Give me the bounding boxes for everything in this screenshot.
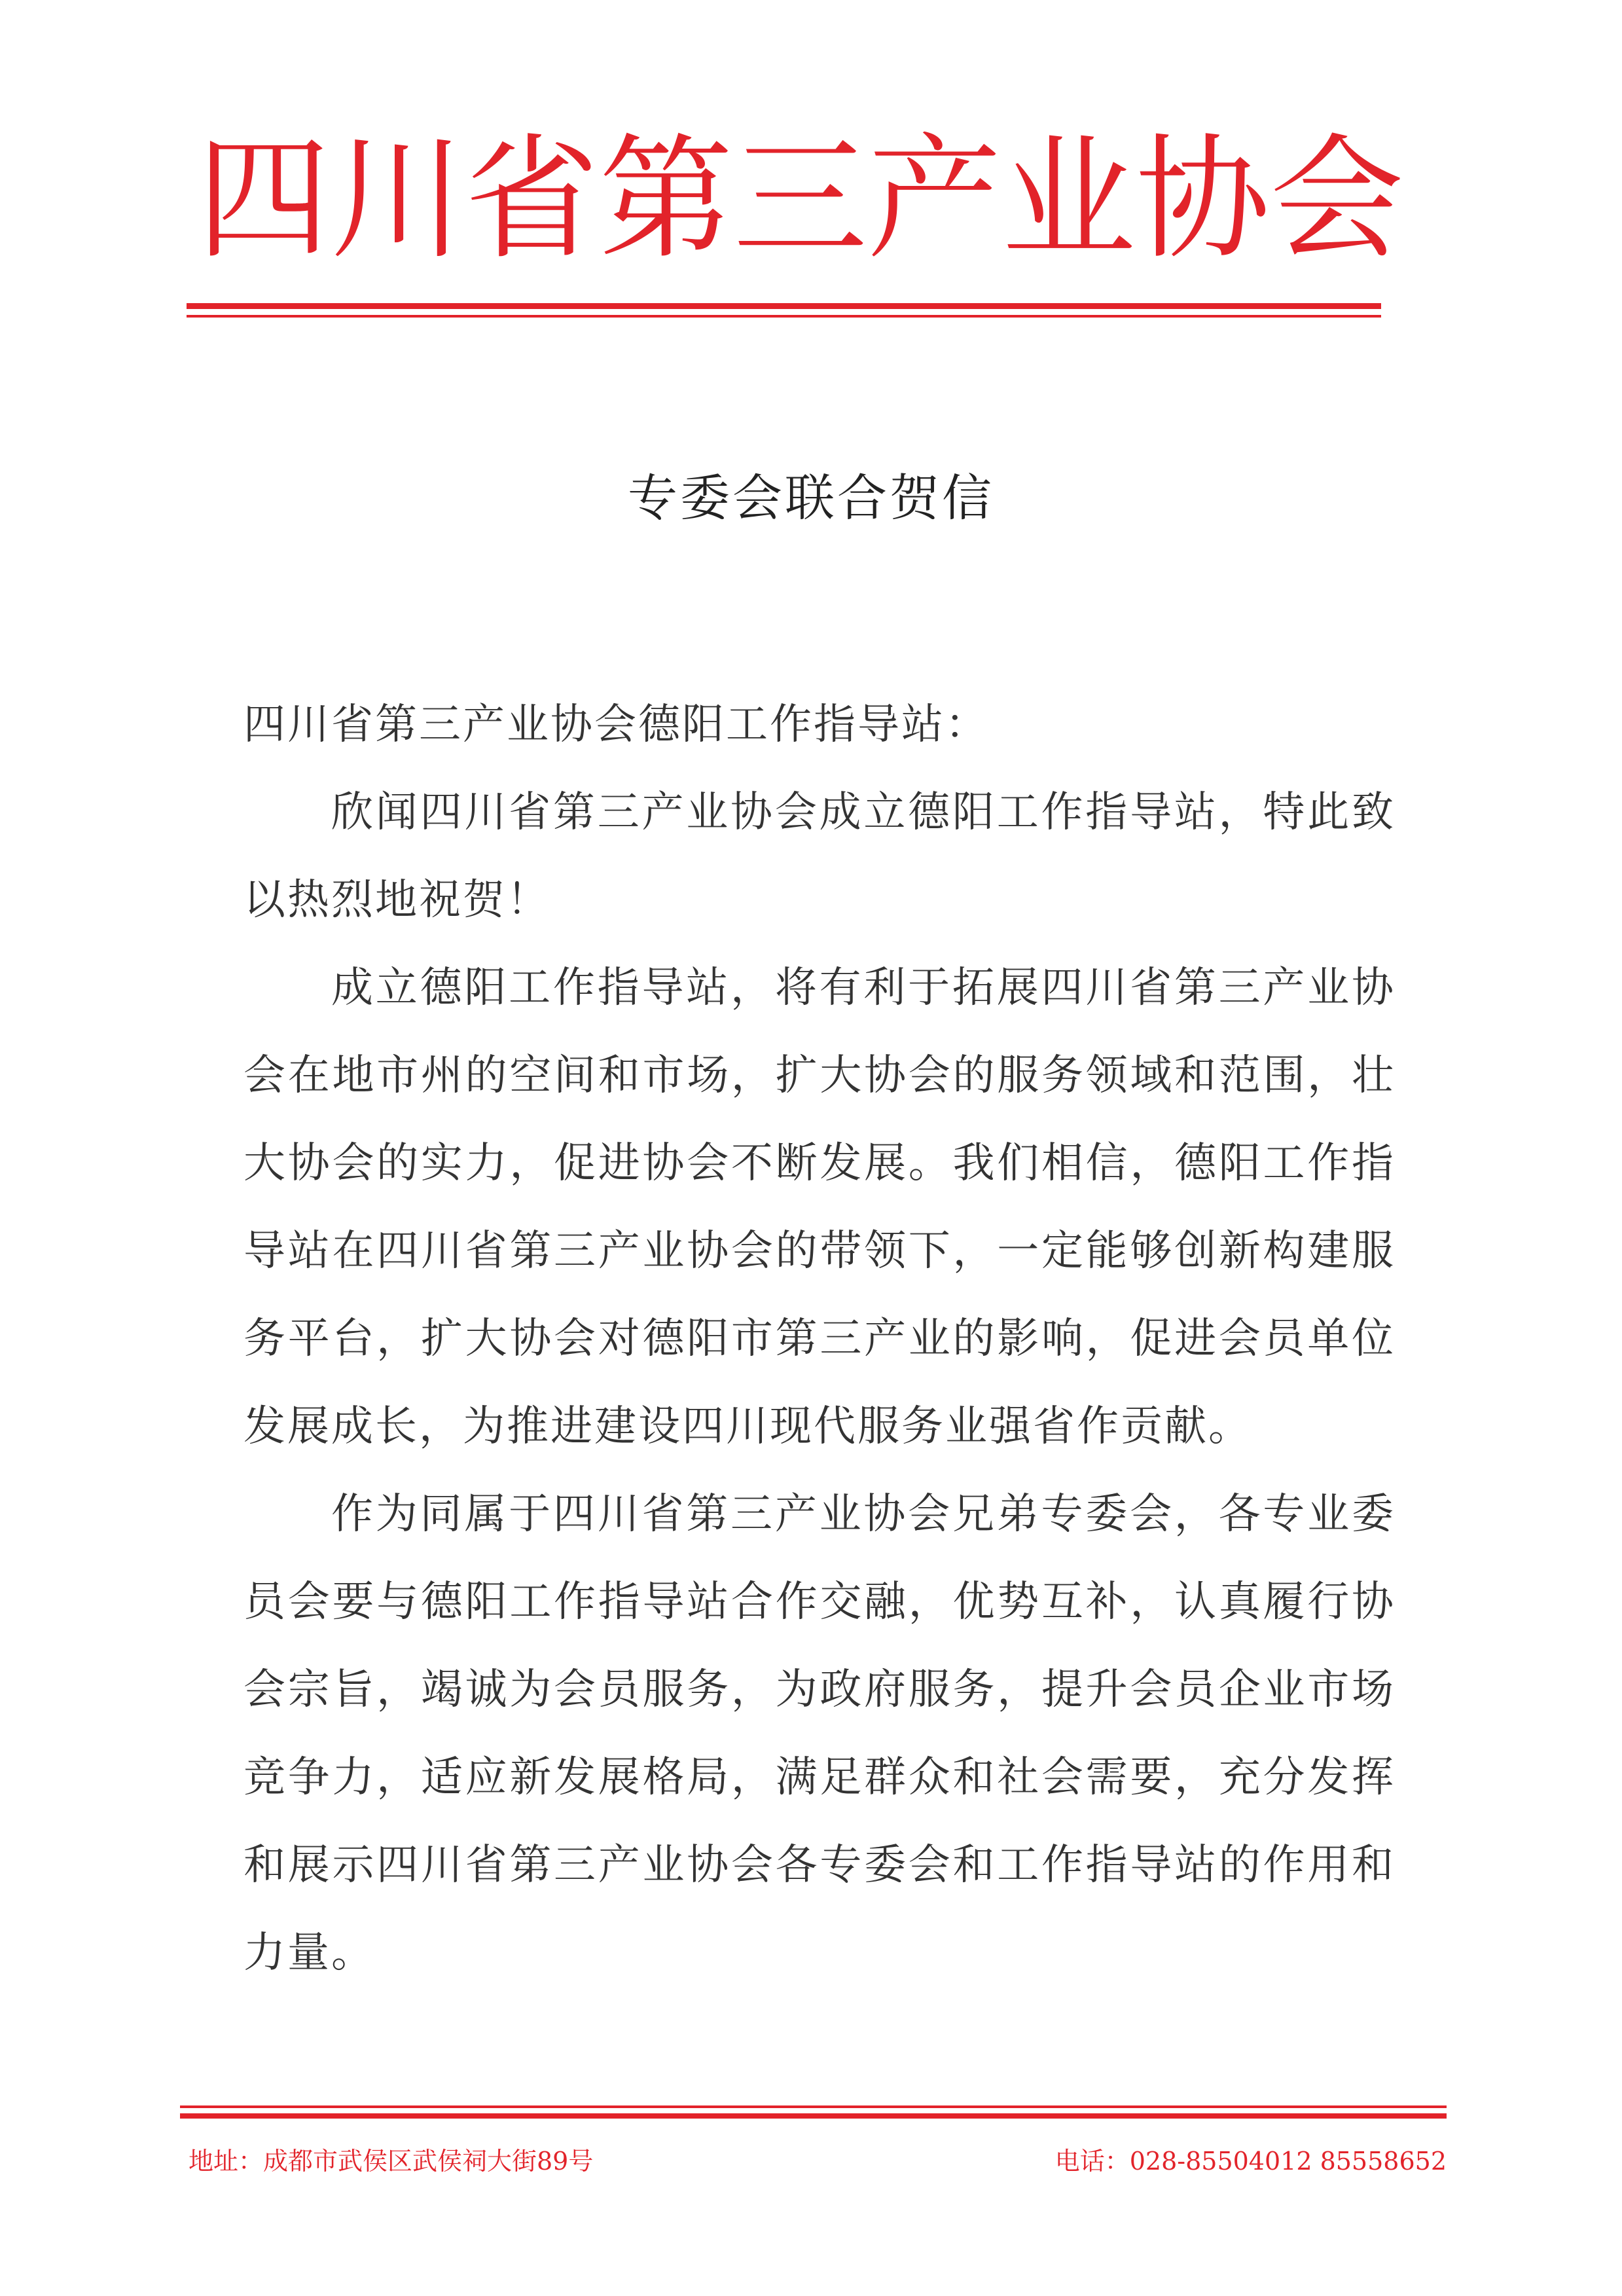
letterhead-char: 四 [196,122,331,278]
paragraph-2: 成立德阳工作指导站，将有利于拓展四川省第三产业协会在地市州的空间和市场，扩大协会的服务领域和范围，壮大协会的实力，促进协会不断发展。我们相信，德阳工作指导站在四川省第三产业协会的带领下，一定能够创新构建服务平台，扩大协会对德阳市第三产业的影响，促进会员单位发展成长，为推进建设四川现代服务业强省作贡献。 [243,964,1396,1451]
letter-body [243,681,1396,1997]
paragraph-1: 欣闻四川省第三产业协会成立德阳工作指导站，特此致以热烈地祝贺！ [243,788,1396,924]
header-rule-thick [187,303,1381,309]
letterhead-char: 业 [1001,122,1136,278]
footer-rule-thin [180,2105,1447,2108]
letterhead-char: 协 [1136,122,1270,278]
letter-title: 专委会联合贺信 [628,469,994,527]
letterhead-char: 省 [465,122,599,278]
paragraph-3: 作为同属于四川省第三产业协会兄弟专委会，各专业委员会要与德阳工作指导站合作交融，优势互补，认真履行协会宗旨，竭诚为会员服务，为政府服务，提升会员企业市场竞争力，适应新发展格局，满足群众和社会需要，充分发挥和展示四川省第三产业协会各专委会和工作指导站的作用和力量。 [243,1490,1396,1977]
salutation: 四川省第三产业协会德阳工作指导站： [243,701,989,749]
letterhead-char: 三 [733,122,867,278]
letterhead-char: 第 [599,122,733,278]
header-rule-thin [187,315,1381,318]
letterhead-char: 会 [1270,122,1404,278]
footer-phone: 电话：028-85504012 85558652 [1054,2147,1447,2176]
letterhead-char: 产 [867,122,1001,278]
footer-rule-thick [180,2113,1447,2119]
letterhead-org-name [196,115,1404,285]
footer-address: 地址：成都市武侯区武侯祠大街89号 [189,2147,594,2176]
letterhead-char: 川 [331,122,465,278]
